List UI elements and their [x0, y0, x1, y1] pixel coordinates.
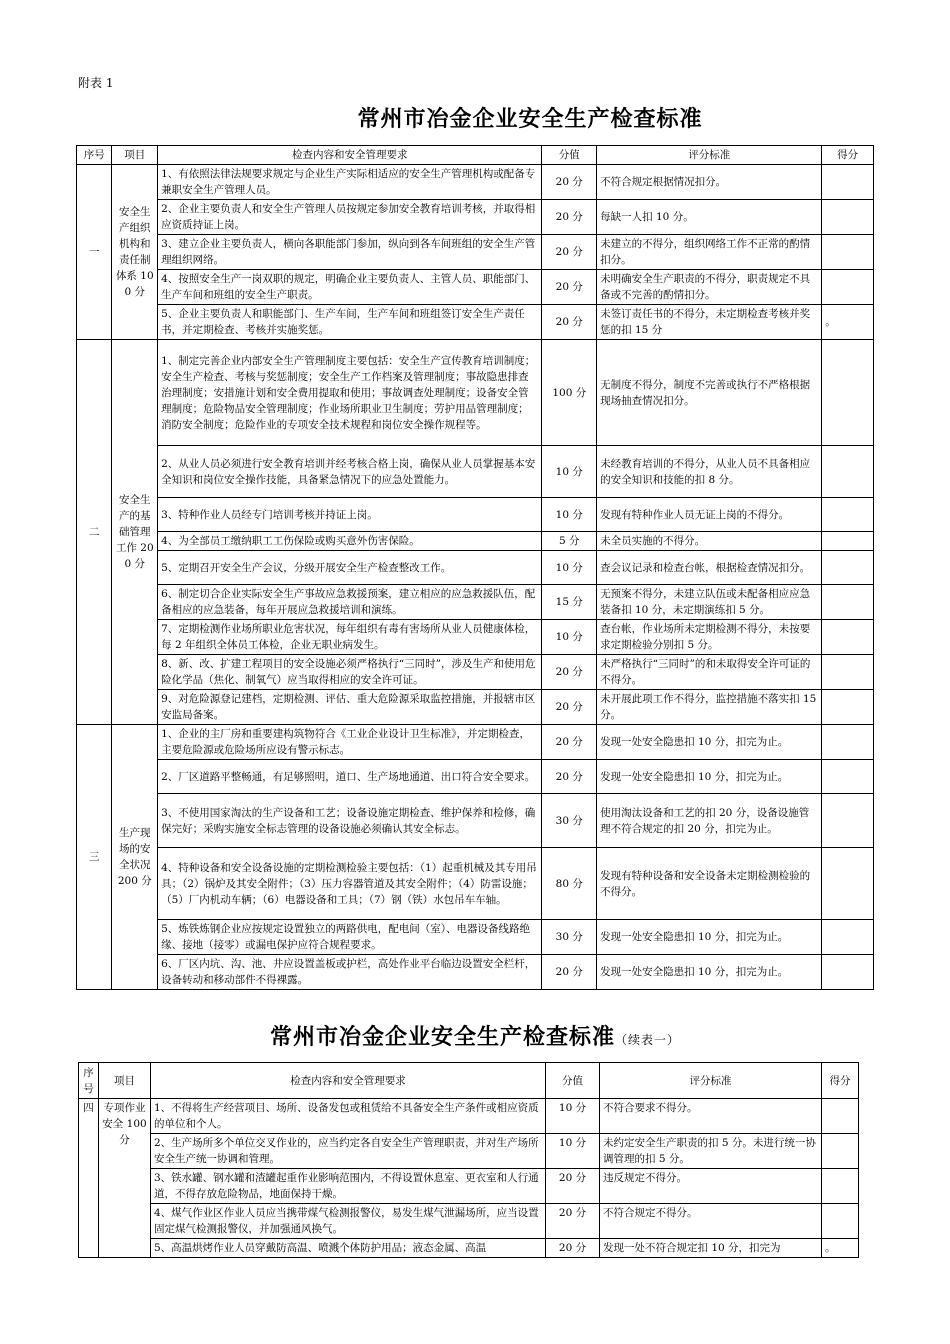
score-value: 10 分 [546, 1134, 600, 1169]
inspection-table [76, 145, 874, 990]
obtained-score [822, 551, 874, 585]
check-content: 4、按照安全生产一岗双职的规定，明确企业主要负责人、主管人员、职能部门、生产车间和班组的安全生产职责。 [158, 270, 542, 305]
score-value: 10 分 [546, 1099, 600, 1134]
score-value: 100 分 [542, 340, 597, 446]
check-content: 2、生产场所多个单位交叉作业的，应当约定各自安全生产管理职责，并对生产场所安全生产统一协调和管理。 [151, 1134, 546, 1169]
scoring-criteria: 未签订责任书的不得分，未定期检查考核并奖惩的扣 15 分 [597, 305, 822, 340]
check-content: 7、定期检测作业场所职业危害状况，每年组织有毒有害场所从业人员健康体检，每 2 年组织全体员工体检，企业无职业病发生。 [158, 620, 542, 655]
header-item: 项目 [112, 146, 158, 165]
score-value: 20 分 [542, 690, 597, 725]
header-got: 得分 [822, 146, 874, 165]
obtained-score [822, 955, 874, 990]
check-content: 1、制定完善企业内部安全生产管理制度主要包括：安全生产宣传教育培训制度；安全生产检查、考核与奖惩制度；安全生产工作档案及管理制度；事故隐患排查治理制度；安措施计划和安全费用提取和使用；事故调查处理制度；设备安全管理制度；危险物品安全管理制度；作业场所职业卫生制度；劳护用品管理制度；消防安全制度；危险作业的专项安全技术规程和岗位安全操作规程等。 [158, 340, 542, 446]
table-row [77, 655, 874, 690]
scoring-criteria: 未建立的不得分，组织网络工作不正常的酌情扣分。 [597, 235, 822, 270]
header-item: 项目 [99, 1063, 151, 1099]
table-row [77, 305, 874, 340]
continued-header-row [79, 1063, 859, 1099]
score-value: 20 分 [542, 305, 597, 340]
section-item: 专项作业安全 100 分 [99, 1099, 151, 1258]
check-content: 6、制定切合企业实际安全生产事故应急救援预案，建立相应的应急救援队伍，配备相应的应急装备，每年开展应急救援培训和演练。 [158, 585, 542, 620]
score-value: 20 分 [542, 955, 597, 990]
table-header-row [77, 146, 874, 165]
obtained-score [822, 235, 874, 270]
table-row [77, 725, 874, 760]
score-value: 5 分 [542, 532, 597, 551]
check-content: 1、企业的主厂房和重要建构筑物符合《工业企业设计卫生标准》，并定期检查，主要危险源或危险场所应设有警示标志。 [158, 725, 542, 760]
obtained-score [822, 1099, 859, 1134]
scoring-criteria: 不符合规定不得分。 [600, 1204, 822, 1239]
score-value: 20 分 [542, 235, 597, 270]
check-content: 5、企业主要负责人和职能部门、生产车间，生产车间和班组签订安全生产责任书，并定期检查、考核并实施奖惩。 [158, 305, 542, 340]
obtained-score [822, 620, 874, 655]
table-row [77, 620, 874, 655]
table-row [77, 270, 874, 305]
check-content: 2、厂区道路平整畅通，有足够照明，道口、生产场地通道、出口符合安全要求。 [158, 760, 542, 794]
obtained-score [822, 848, 874, 920]
check-content: 2、从业人员必须进行安全教育培训并经考核合格上岗，确保从业人员掌握基本安全知识和岗位安全操作技能，具备紧急情况下的应急处置能力。 [158, 446, 542, 498]
continued-title-sub: （续表一） [615, 1033, 681, 1047]
table-row [79, 1099, 859, 1134]
scoring-criteria: 无预案不得分，未建立队伍或未配备相应应急装备扣 10 分，未定期演练扣 5 分。 [597, 585, 822, 620]
header-no: 序号 [79, 1063, 99, 1099]
scoring-criteria: 发现一处安全隐患扣 10 分，扣完为止。 [597, 725, 822, 760]
header-score: 分值 [542, 146, 597, 165]
scoring-criteria: 无制度不得分，制度不完善或执行不严格根据现场抽查情况扣分。 [597, 340, 822, 446]
section-number: 四 [79, 1099, 99, 1258]
check-content: 1、有依照法律法规要求规定与企业生产实际相适应的安全生产管理机构或配备专兼职安全生产管理人员。 [158, 165, 542, 200]
table-row [77, 794, 874, 848]
score-value: 20 分 [542, 200, 597, 235]
scoring-criteria: 发现一处不符合规定扣 10 分，扣完为 [600, 1239, 822, 1258]
scoring-criteria: 不符合要求不得分。 [600, 1099, 822, 1134]
check-content: 3、不使用国家淘汰的生产设备和工艺；设备设施定期检查、维护保养和检修，确保完好；采购实施安全标志管理的设备设施必须确认其安全标志。 [158, 794, 542, 848]
check-content: 3、建立企业主要负责人，横向各职能部门参加，纵向到各车间班组的安全生产管理组织网络。 [158, 235, 542, 270]
score-value: 20 分 [546, 1239, 600, 1258]
header-content: 检查内容和安全管理要求 [158, 146, 542, 165]
table-row [79, 1134, 859, 1169]
score-value: 80 分 [542, 848, 597, 920]
continued-title-main: 常州市冶金企业安全生产检查标准 [269, 1024, 615, 1050]
score-value: 10 分 [542, 551, 597, 585]
check-content: 8、新、改、扩建工程项目的安全设施必须严格执行“三同时”，涉及生产和使用危险化学品（焦化、制氧气）应当取得相应的安全许可证。 [158, 655, 542, 690]
obtained-score [822, 446, 874, 498]
table-row [77, 498, 874, 532]
check-content: 5、定期召开安全生产会议，分级开展安全生产检查整改工作。 [158, 551, 542, 585]
obtained-score [822, 655, 874, 690]
score-value: 20 分 [542, 270, 597, 305]
table-row [77, 848, 874, 920]
table-row [77, 920, 874, 955]
header-content: 检查内容和安全管理要求 [151, 1063, 546, 1099]
header-criteria: 评分标准 [597, 146, 822, 165]
score-value: 10 分 [542, 498, 597, 532]
table-row [77, 690, 874, 725]
scoring-criteria: 未严格执行“三同时”的和未取得安全许可证的不得分。 [597, 655, 822, 690]
score-value: 20 分 [542, 760, 597, 794]
header-criteria: 评分标准 [600, 1063, 822, 1099]
check-content: 4、特种设备和安全设备设施的定期检测检验主要包括：（1）起重机械及其专用吊具；（2）锅炉及其安全附件；（3）压力容器管道及其安全附件；（4）防雷设施；（5）厂内机动车辆；（6）电器设备和工具；（7）钢（铁）水包吊车车轴。 [158, 848, 542, 920]
table-row [77, 551, 874, 585]
score-value: 20 分 [546, 1169, 600, 1204]
section-number: 二 [77, 340, 112, 725]
continued-title [0, 1020, 950, 1051]
scoring-criteria: 未明确安全生产职责的不得分，职责规定不具备或不完善的酌情扣分。 [597, 270, 822, 305]
table-row [77, 585, 874, 620]
annex-label: 附表 1 [78, 76, 114, 90]
table-row [77, 340, 874, 446]
table-row [79, 1204, 859, 1239]
obtained-score [822, 585, 874, 620]
check-content: 9、对危险源登记建档，定期检测、评估、重大危险源采取监控措施，并报辖市区安监局备案。 [158, 690, 542, 725]
obtained-score [822, 498, 874, 532]
score-value: 20 分 [542, 655, 597, 690]
table-row [77, 200, 874, 235]
score-value: 20 分 [542, 725, 597, 760]
score-value: 20 分 [546, 1204, 600, 1239]
check-content: 6、厂区内坑、沟、池、井应设置盖板或护栏，高处作业平台临边设置安全栏杆，设备转动和移动部件不得裸露。 [158, 955, 542, 990]
score-value: 20 分 [542, 165, 597, 200]
table-row [77, 446, 874, 498]
obtained-score [822, 725, 874, 760]
obtained-score [822, 920, 874, 955]
score-value: 10 分 [542, 620, 597, 655]
table-row [79, 1169, 859, 1204]
scoring-criteria: 发现有特种作业人员无证上岗的不得分。 [597, 498, 822, 532]
header-no: 序号 [77, 146, 112, 165]
scoring-criteria: 未经教育培训的不得分，从业人员不具备相应的安全知识和技能的扣 8 分。 [597, 446, 822, 498]
section-number: 一 [77, 165, 112, 340]
scoring-criteria: 未全员实施的不得分。 [597, 532, 822, 551]
obtained-score [822, 794, 874, 848]
score-value: 30 分 [542, 920, 597, 955]
check-content: 3、铁水罐、钢水罐和渣罐起重作业影响范围内，不得设置休息室、更衣室和人行通道，不得存放危险物品，地面保持干燥。 [151, 1169, 546, 1204]
obtained-score [822, 760, 874, 794]
scoring-criteria: 违反规定不得分。 [600, 1169, 822, 1204]
table-row [77, 532, 874, 551]
check-content: 2、企业主要负责人和安全生产管理人员按规定参加安全教育培训考核，并取得相应资质持证上岗。 [158, 200, 542, 235]
score-value: 10 分 [542, 446, 597, 498]
table-row [77, 235, 874, 270]
scoring-criteria: 不符合规定根据情况扣分。 [597, 165, 822, 200]
obtained-score [822, 165, 874, 200]
obtained-score [822, 1169, 859, 1204]
check-content: 4、为全部员工缴纳职工工伤保险或购买意外伤害保险。 [158, 532, 542, 551]
scoring-criteria: 发现一处安全隐患扣 10 分，扣完为止。 [597, 760, 822, 794]
check-content: 4、煤气作业区作业人员应当携带煤气检测报警仪，易发生煤气泄漏场所，应当设置固定煤气检测报警仪，并加强通风换气。 [151, 1204, 546, 1239]
table-row [77, 165, 874, 200]
scoring-criteria: 每缺一人扣 10 分。 [597, 200, 822, 235]
table-row [77, 955, 874, 990]
scoring-criteria: 查台帐，作业场所未定期检测不得分，未按要求定期检验分别扣 5 分。 [597, 620, 822, 655]
scoring-criteria: 未约定安全生产职责的扣 5 分。未进行统一协调管理的扣 5 分。 [600, 1134, 822, 1169]
obtained-score: 。 [822, 305, 874, 340]
header-got: 得分 [822, 1063, 859, 1099]
scoring-criteria: 使用淘汰设备和工艺的扣 20 分，设备设施管理不符合规定的扣 20 分，扣完为止。 [597, 794, 822, 848]
obtained-score [822, 270, 874, 305]
scoring-criteria: 未开展此项工作不得分，监控措施不落实扣 15 分。 [597, 690, 822, 725]
section-item: 生产现场的安全状况 200 分 [112, 725, 158, 990]
header-score: 分值 [546, 1063, 600, 1099]
obtained-score [822, 532, 874, 551]
page-title: 常州市冶金企业安全生产检查标准 [357, 106, 703, 132]
check-content: 5、高温烘烤作业人员穿戴防高温、喷溅个体防护用品；液态金属、高温 [151, 1239, 546, 1258]
score-value: 30 分 [542, 794, 597, 848]
scoring-criteria: 发现有特种设备和安全设备未定期检测检验的不得分。 [597, 848, 822, 920]
table-row [77, 760, 874, 794]
obtained-score: 。 [822, 1239, 859, 1258]
score-value: 15 分 [542, 585, 597, 620]
section-item: 安全生产组织机构和责任制体系 100 分 [112, 165, 158, 340]
check-content: 1、不得将生产经营项目、场所、设备发包或租赁给不具备安全生产条件或相应资质的单位和个人。 [151, 1099, 546, 1134]
section-number: 三 [77, 725, 112, 990]
section-item: 安全生产的基础管理工作 200 分 [112, 340, 158, 725]
obtained-score [822, 690, 874, 725]
check-content: 3、特种作业人员经专门培训考核并持证上岗。 [158, 498, 542, 532]
obtained-score [822, 1204, 859, 1239]
obtained-score [822, 1134, 859, 1169]
scoring-criteria: 发现一处安全隐患扣 10 分，扣完为止。 [597, 955, 822, 990]
table-row [79, 1239, 859, 1258]
obtained-score [822, 340, 874, 446]
obtained-score [822, 200, 874, 235]
scoring-criteria: 查会议记录和检查台帐，根据检查情况扣分。 [597, 551, 822, 585]
scoring-criteria: 发现一处安全隐患扣 10 分，扣完为止。 [597, 920, 822, 955]
check-content: 5、炼铁炼钢企业应按规定设置独立的两路供电，配电间（室）、电器设备线路绝缘、接地（接零）或漏电保护应符合规程要求。 [158, 920, 542, 955]
continued-table [78, 1062, 859, 1258]
